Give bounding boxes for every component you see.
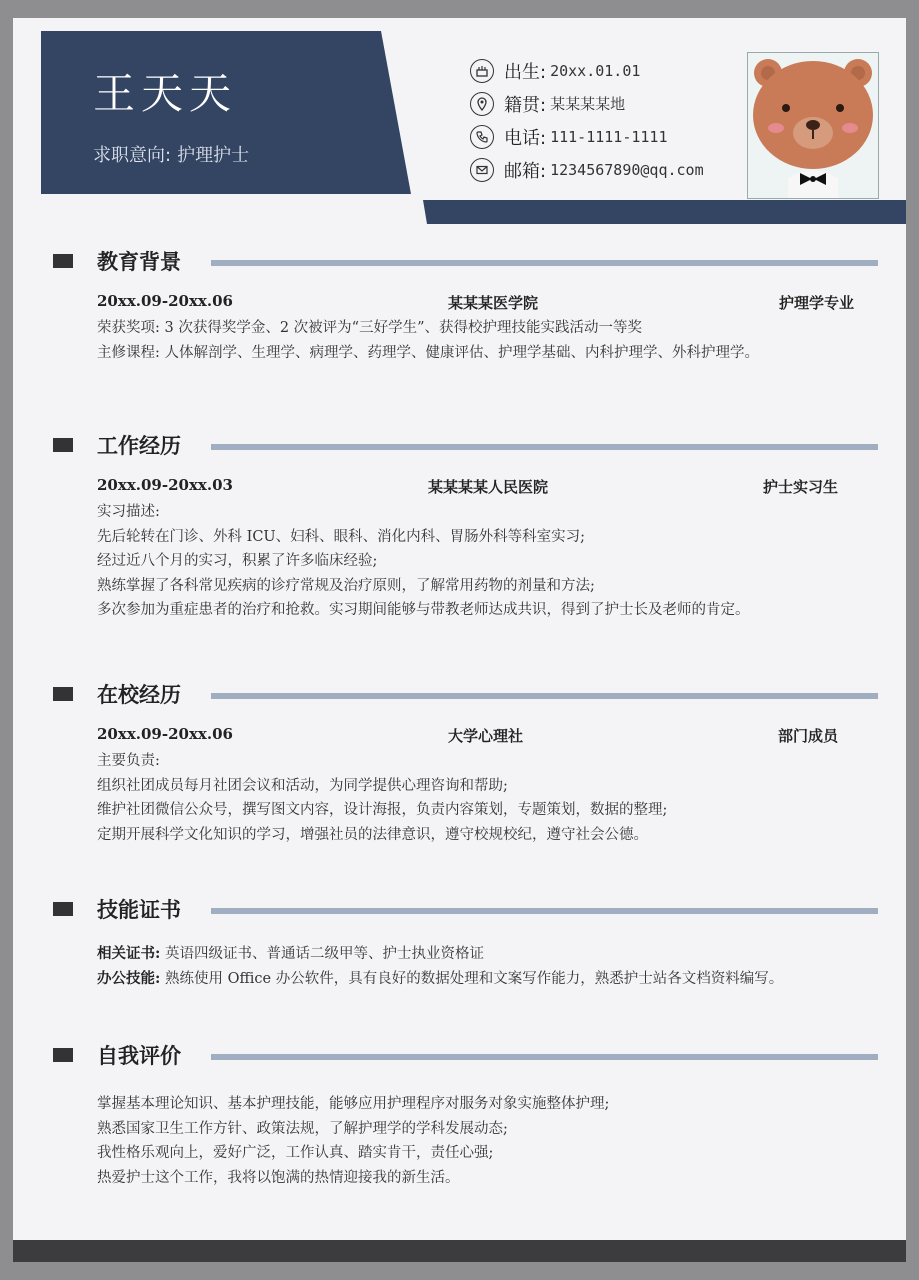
contact-birth bbox=[470, 54, 704, 87]
text-line: 主要负责: bbox=[97, 753, 160, 769]
header-accent-bar bbox=[423, 200, 906, 224]
text-line: 熟练掌握了各科常见疾病的诊疗常规及治疗原则，了解常用药物的剂量和方法; bbox=[97, 577, 595, 594]
resume-page bbox=[13, 18, 906, 1262]
job-intent-value: 护理护士 bbox=[177, 145, 250, 166]
contact-origin bbox=[470, 87, 704, 120]
text-line: 实习描述: bbox=[97, 504, 160, 520]
section-header bbox=[53, 246, 878, 276]
candidate-name: 王天天 bbox=[93, 69, 238, 118]
section-header bbox=[53, 894, 878, 924]
entry-role: 护士实习生 bbox=[762, 478, 838, 496]
section-skills bbox=[53, 894, 878, 991]
entry-org: 某某某某人民医院 bbox=[428, 478, 549, 496]
entry-date: 20xx.09-20xx.06 bbox=[97, 292, 233, 310]
cert-line bbox=[97, 942, 878, 967]
entry-org: 大学心理社 bbox=[448, 727, 524, 745]
section-header bbox=[53, 430, 878, 460]
email-value: 1234567890@qq.com bbox=[550, 160, 704, 179]
phone-label: 电话: bbox=[504, 127, 547, 149]
text-line: 荣获奖项: 3 次获得奖学金、2 次被评为“三好学生”、获得校护理技能实践活动一等奖 bbox=[97, 320, 642, 336]
section-rule bbox=[211, 1054, 878, 1060]
section-bullet bbox=[53, 438, 73, 452]
section-campus bbox=[53, 679, 878, 847]
email-label: 邮箱: bbox=[504, 160, 547, 182]
section-education bbox=[53, 246, 878, 365]
text-line: 掌握基本理论知识、基本护理技能，能够应用护理程序对服务对象实施整体护理; bbox=[97, 1096, 610, 1112]
entry-role: 部门成员 bbox=[777, 727, 838, 745]
profile-photo bbox=[747, 52, 879, 199]
section-work bbox=[53, 430, 878, 623]
text-line: 先后轮转在门诊、外科 ICU、妇科、眼科、消化内科、胃肠外科等科室实习; bbox=[97, 528, 586, 545]
footer-bar bbox=[13, 1240, 906, 1262]
entry-date: 20xx.09-20xx.06 bbox=[97, 725, 233, 743]
phone-value: 111-1111-1111 bbox=[550, 127, 668, 146]
cake-icon bbox=[470, 59, 494, 83]
text-line: 经过近八个月的实习，积累了许多临床经验; bbox=[97, 553, 378, 570]
section-rule bbox=[211, 444, 878, 450]
section-bullet bbox=[53, 254, 73, 268]
section-rule bbox=[211, 260, 878, 266]
job-intent bbox=[93, 141, 249, 167]
bear-avatar-icon bbox=[748, 53, 878, 198]
birth-value: 20xx.01.01 bbox=[550, 61, 641, 80]
office-value: 熟练使用 Office 办公软件，具有良好的数据处理和文案写作能力，熟悉护士站各文档资料编写。 bbox=[160, 970, 784, 987]
origin-value: 某某某某地 bbox=[550, 95, 626, 113]
entry-date: 20xx.09-20xx.03 bbox=[97, 476, 233, 494]
section-bullet bbox=[53, 687, 73, 701]
name-banner bbox=[41, 31, 411, 194]
phone-icon bbox=[470, 125, 494, 149]
job-intent-label: 求职意向: bbox=[93, 145, 172, 166]
section-self-evaluation bbox=[53, 1040, 878, 1190]
section-rule bbox=[211, 693, 878, 699]
cert-label: 相关证书: bbox=[97, 945, 161, 962]
office-label: 办公技能: bbox=[97, 969, 161, 987]
contact-info bbox=[470, 54, 704, 186]
section-title: 教育背景 bbox=[97, 250, 181, 274]
section-rule bbox=[211, 908, 878, 914]
contact-email bbox=[470, 153, 704, 186]
text-line: 熟悉国家卫生工作方针、政策法规，了解护理学的学科发展动态; bbox=[97, 1120, 508, 1137]
text-line: 维护社团微信公众号，撰写图文内容，设计海报，负责内容策划，专题策划，数据的整理; bbox=[97, 802, 668, 819]
birth-label: 出生: bbox=[504, 61, 547, 83]
entry-header bbox=[53, 292, 878, 316]
section-bullet bbox=[53, 902, 73, 916]
section-title: 在校经历 bbox=[97, 683, 181, 707]
entry-header bbox=[53, 476, 878, 500]
text-line: 定期开展科学文化知识的学习，增强社员的法律意识，遵守校规校纪，遵守社会公德。 bbox=[97, 826, 648, 843]
section-title: 自我评价 bbox=[97, 1044, 181, 1068]
location-pin-icon bbox=[470, 92, 494, 116]
section-header bbox=[53, 1040, 878, 1070]
origin-label: 籍贯: bbox=[504, 94, 547, 116]
section-title: 技能证书 bbox=[97, 898, 181, 922]
text-line: 组织社团成员每月社团会议和活动，为同学提供心理咨询和帮助; bbox=[97, 777, 508, 794]
section-bullet bbox=[53, 1048, 73, 1062]
text-line: 主修课程: 人体解剖学、生理学、病理学、药理学、健康评估、护理学基础、内科护理学、外科护理学。 bbox=[97, 344, 759, 361]
text-line: 多次参加为重症患者的治疗和抢救。实习期间能够与带教老师达成共识，得到了护士长及老师的肯定。 bbox=[97, 602, 750, 619]
entry-header bbox=[53, 725, 878, 749]
contact-phone bbox=[470, 120, 704, 153]
section-header bbox=[53, 679, 878, 709]
office-line bbox=[97, 967, 878, 992]
text-line: 我性格乐观向上，爱好广泛，工作认真、踏实肯干，责任心强; bbox=[97, 1145, 494, 1162]
text-line: 热爱护士这个工作，我将以饱满的热情迎接我的新生活。 bbox=[97, 1169, 460, 1186]
cert-value: 英语四级证书、普通话二级甲等、护士执业资格证 bbox=[160, 946, 484, 962]
section-title: 工作经历 bbox=[97, 434, 181, 458]
entry-org: 某某某医学院 bbox=[448, 294, 539, 312]
mail-icon bbox=[470, 158, 494, 182]
entry-role: 护理学专业 bbox=[778, 294, 854, 312]
